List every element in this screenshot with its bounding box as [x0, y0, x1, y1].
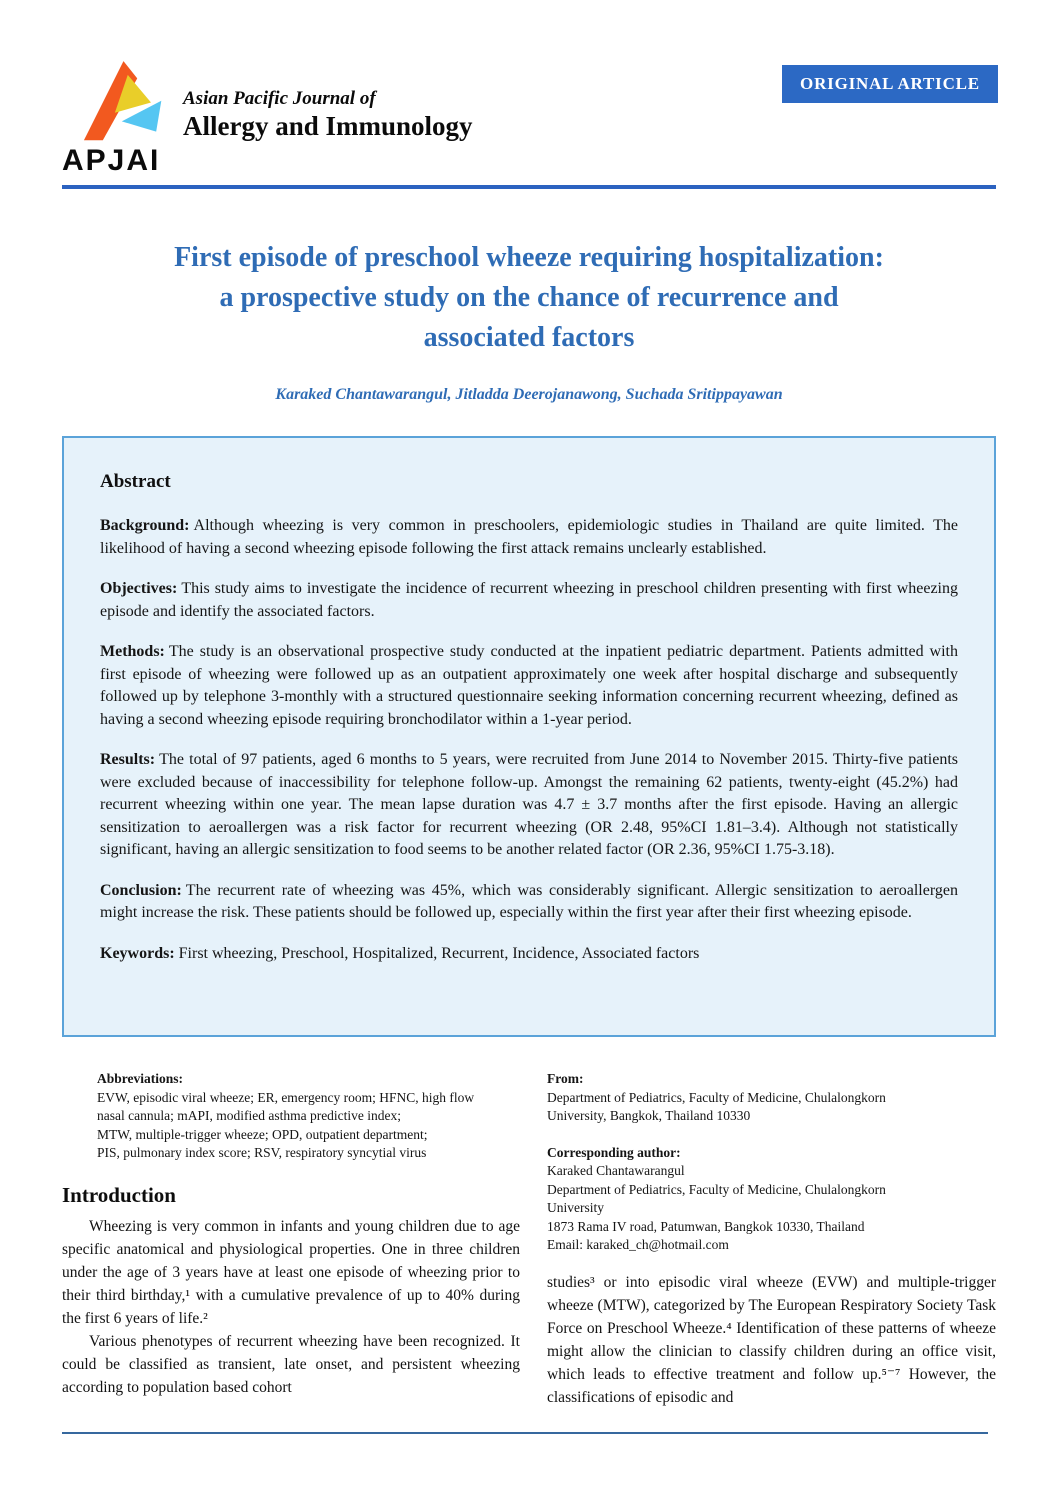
abstract-conclusion: [100, 880, 958, 925]
from-line: Department of Pediatrics, Faculty of Medicine, Chulalongkorn: [547, 1089, 886, 1105]
article-title-line1: First episode of preschool wheeze requiring hospitalization:: [174, 242, 884, 273]
abstract-conclusion-text: The recurrent rate of wheezing was 45%, which was considerably significant. Allergic sensitization to aeroallergen might increase the risk. These patients should be followed up, especially within the first year after their first wheezing episode.: [100, 881, 958, 921]
abstract-objectives: [100, 578, 958, 623]
abbreviations-line: PIS, pulmonary index score; RSV, respiratory syncytial virus: [97, 1145, 427, 1160]
journal-name-line2: Allergy and Immunology: [183, 111, 473, 141]
corresponding-author-name: Karaked Chantawarangul: [547, 1163, 685, 1178]
introduction-paragraph-2: Various phenotypes of recurrent wheezing have been recognized. It could be classified as transient, late onset, and persistent wheezing according to population based cohort: [62, 1333, 520, 1396]
article-title-line2: a prospective study on the chance of recurrence and: [219, 282, 839, 313]
introduction-left-column: [62, 1183, 520, 1399]
abstract-background-label: Background:: [100, 517, 190, 534]
abstract-conclusion-label: Conclusion:: [100, 881, 182, 899]
article-authors: Karaked Chantawarangul, Jitladda Deerojanawong, Suchada Sritippayawan: [275, 386, 783, 403]
abbreviations-label: Abbreviations:: [97, 1071, 184, 1086]
abstract-background-text: Although wheezing is very common in preschoolers, epidemiologic studies in Thailand are quite limited. The likelihood of having a second wheezing episode following the first attack remains unclearly established.: [100, 517, 958, 557]
abstract-objectives-label: Objectives:: [100, 580, 178, 597]
abstract-background: [100, 515, 958, 560]
abbreviations-line: nasal cannula; mAPI, modified asthma predictive index;: [97, 1108, 402, 1123]
abstract-keywords-text: First wheezing, Preschool, Hospitalized, Recurrent, Incidence, Associated factors: [178, 944, 700, 962]
corresponding-author-line: Department of Pediatrics, Faculty of Medicine, Chulalongkorn: [547, 1181, 886, 1197]
journal-name: [183, 88, 473, 142]
introduction-paragraph-continued: studies³ or into episodic viral wheeze (EVW) and multiple-trigger wheeze (MTW), categorized by The European Respiratory Society Task Force on Preschool Wheeze.⁴ Identification of these patterns of wheeze might allow the clinician to classify children during an office visit, which leads to effective treatment and follow up.⁵⁻⁷ However, the classifications of episodic and: [547, 1274, 996, 1406]
abstract-methods-text: The study is an observational prospective study conducted at the inpatient pediatric department. Patients admitted with first episode of wheezing were followed up as an outpatient approximately one week after hospital discharge and subsequently followed up by telephone 3-monthly with a structured questionnaire seeking information concerning recurrent wheezing, defined as having a second wheezing episode requiring bronchodilator within a 1-year period.: [100, 643, 958, 728]
abstract-results-label: Results:: [100, 751, 156, 768]
article-title-line3: associated factors: [423, 322, 635, 353]
corresponding-author-label: Corresponding author:: [547, 1144, 681, 1160]
article-title: [0, 238, 1058, 358]
introduction-paragraph-1: Wheezing is very common in infants and young children due to age specific anatomical and physiological properties. One in three children under the age of 3 years have at least one episode of wheezing prior to their third birthday,¹ with a cumulative prevalence of up to 40% during the first 6 years of life.²: [62, 1218, 520, 1327]
from-line: University, Bangkok, Thailand 10330: [547, 1108, 751, 1123]
original-article-badge: ORIGINAL ARTICLE: [782, 65, 998, 103]
journal-name-line1: Asian Pacific Journal of: [183, 88, 376, 109]
abstract-results: [100, 749, 958, 862]
abbreviations-line: EVW, episodic viral wheeze; ER, emergency room; HFNC, high flow: [97, 1089, 475, 1105]
abbreviations-block: [97, 1070, 527, 1163]
abstract-heading: Abstract: [100, 471, 171, 492]
affiliation-block: [547, 1070, 996, 1255]
abstract-keywords-label: Keywords:: [100, 944, 175, 962]
footer-divider: [62, 1432, 988, 1434]
apjai-logo: [62, 56, 182, 178]
corresponding-author-address: 1873 Rama IV road, Patumwan, Bangkok 10330, Thailand: [547, 1218, 865, 1234]
introduction-heading: Introduction: [62, 1183, 176, 1207]
corresponding-author-email: Email: karaked_ch@hotmail.com: [547, 1237, 729, 1252]
apjai-triangle-icon: [82, 56, 177, 142]
meta-spacer: [547, 1126, 996, 1144]
abstract-keywords: [100, 943, 958, 966]
corresponding-author-line: University: [547, 1200, 604, 1215]
from-label: From:: [547, 1071, 584, 1086]
logo-wordmark: APJAI: [62, 144, 161, 177]
header-divider: [62, 185, 996, 189]
abstract-box: [62, 436, 996, 1037]
abstract-results-text: The total of 97 patients, aged 6 months to 5 years, were recruited from June 2014 to November 2015. Thirty-five patients were excluded because of inaccessibility for telephone follow-up. Amongst the remaining 62 patients, twenty-eight (45.2%) had recurrent wheezing within one year. The mean lapse duration was 4.7 ± 3.7 months after the first episode. Having an allergic sensitization to aeroallergen was a risk factor for recurrent wheezing (OR 2.48, 95%CI 1.81–3.4). Although not statistically significant, having an allergic sensitization to food seems to be another related factor (OR 2.36, 95%CI 1.75-3.18).: [100, 751, 958, 858]
abstract-methods-label: Methods:: [100, 643, 165, 660]
abstract-methods: [100, 641, 958, 731]
abstract-objectives-text: This study aims to investigate the incidence of recurrent wheezing in preschool children presenting with first wheezing episode and identify the associated factors.: [100, 580, 958, 620]
abbreviations-line: MTW, multiple-trigger wheeze; OPD, outpatient department;: [97, 1126, 428, 1142]
introduction-right-column: [547, 1271, 996, 1409]
